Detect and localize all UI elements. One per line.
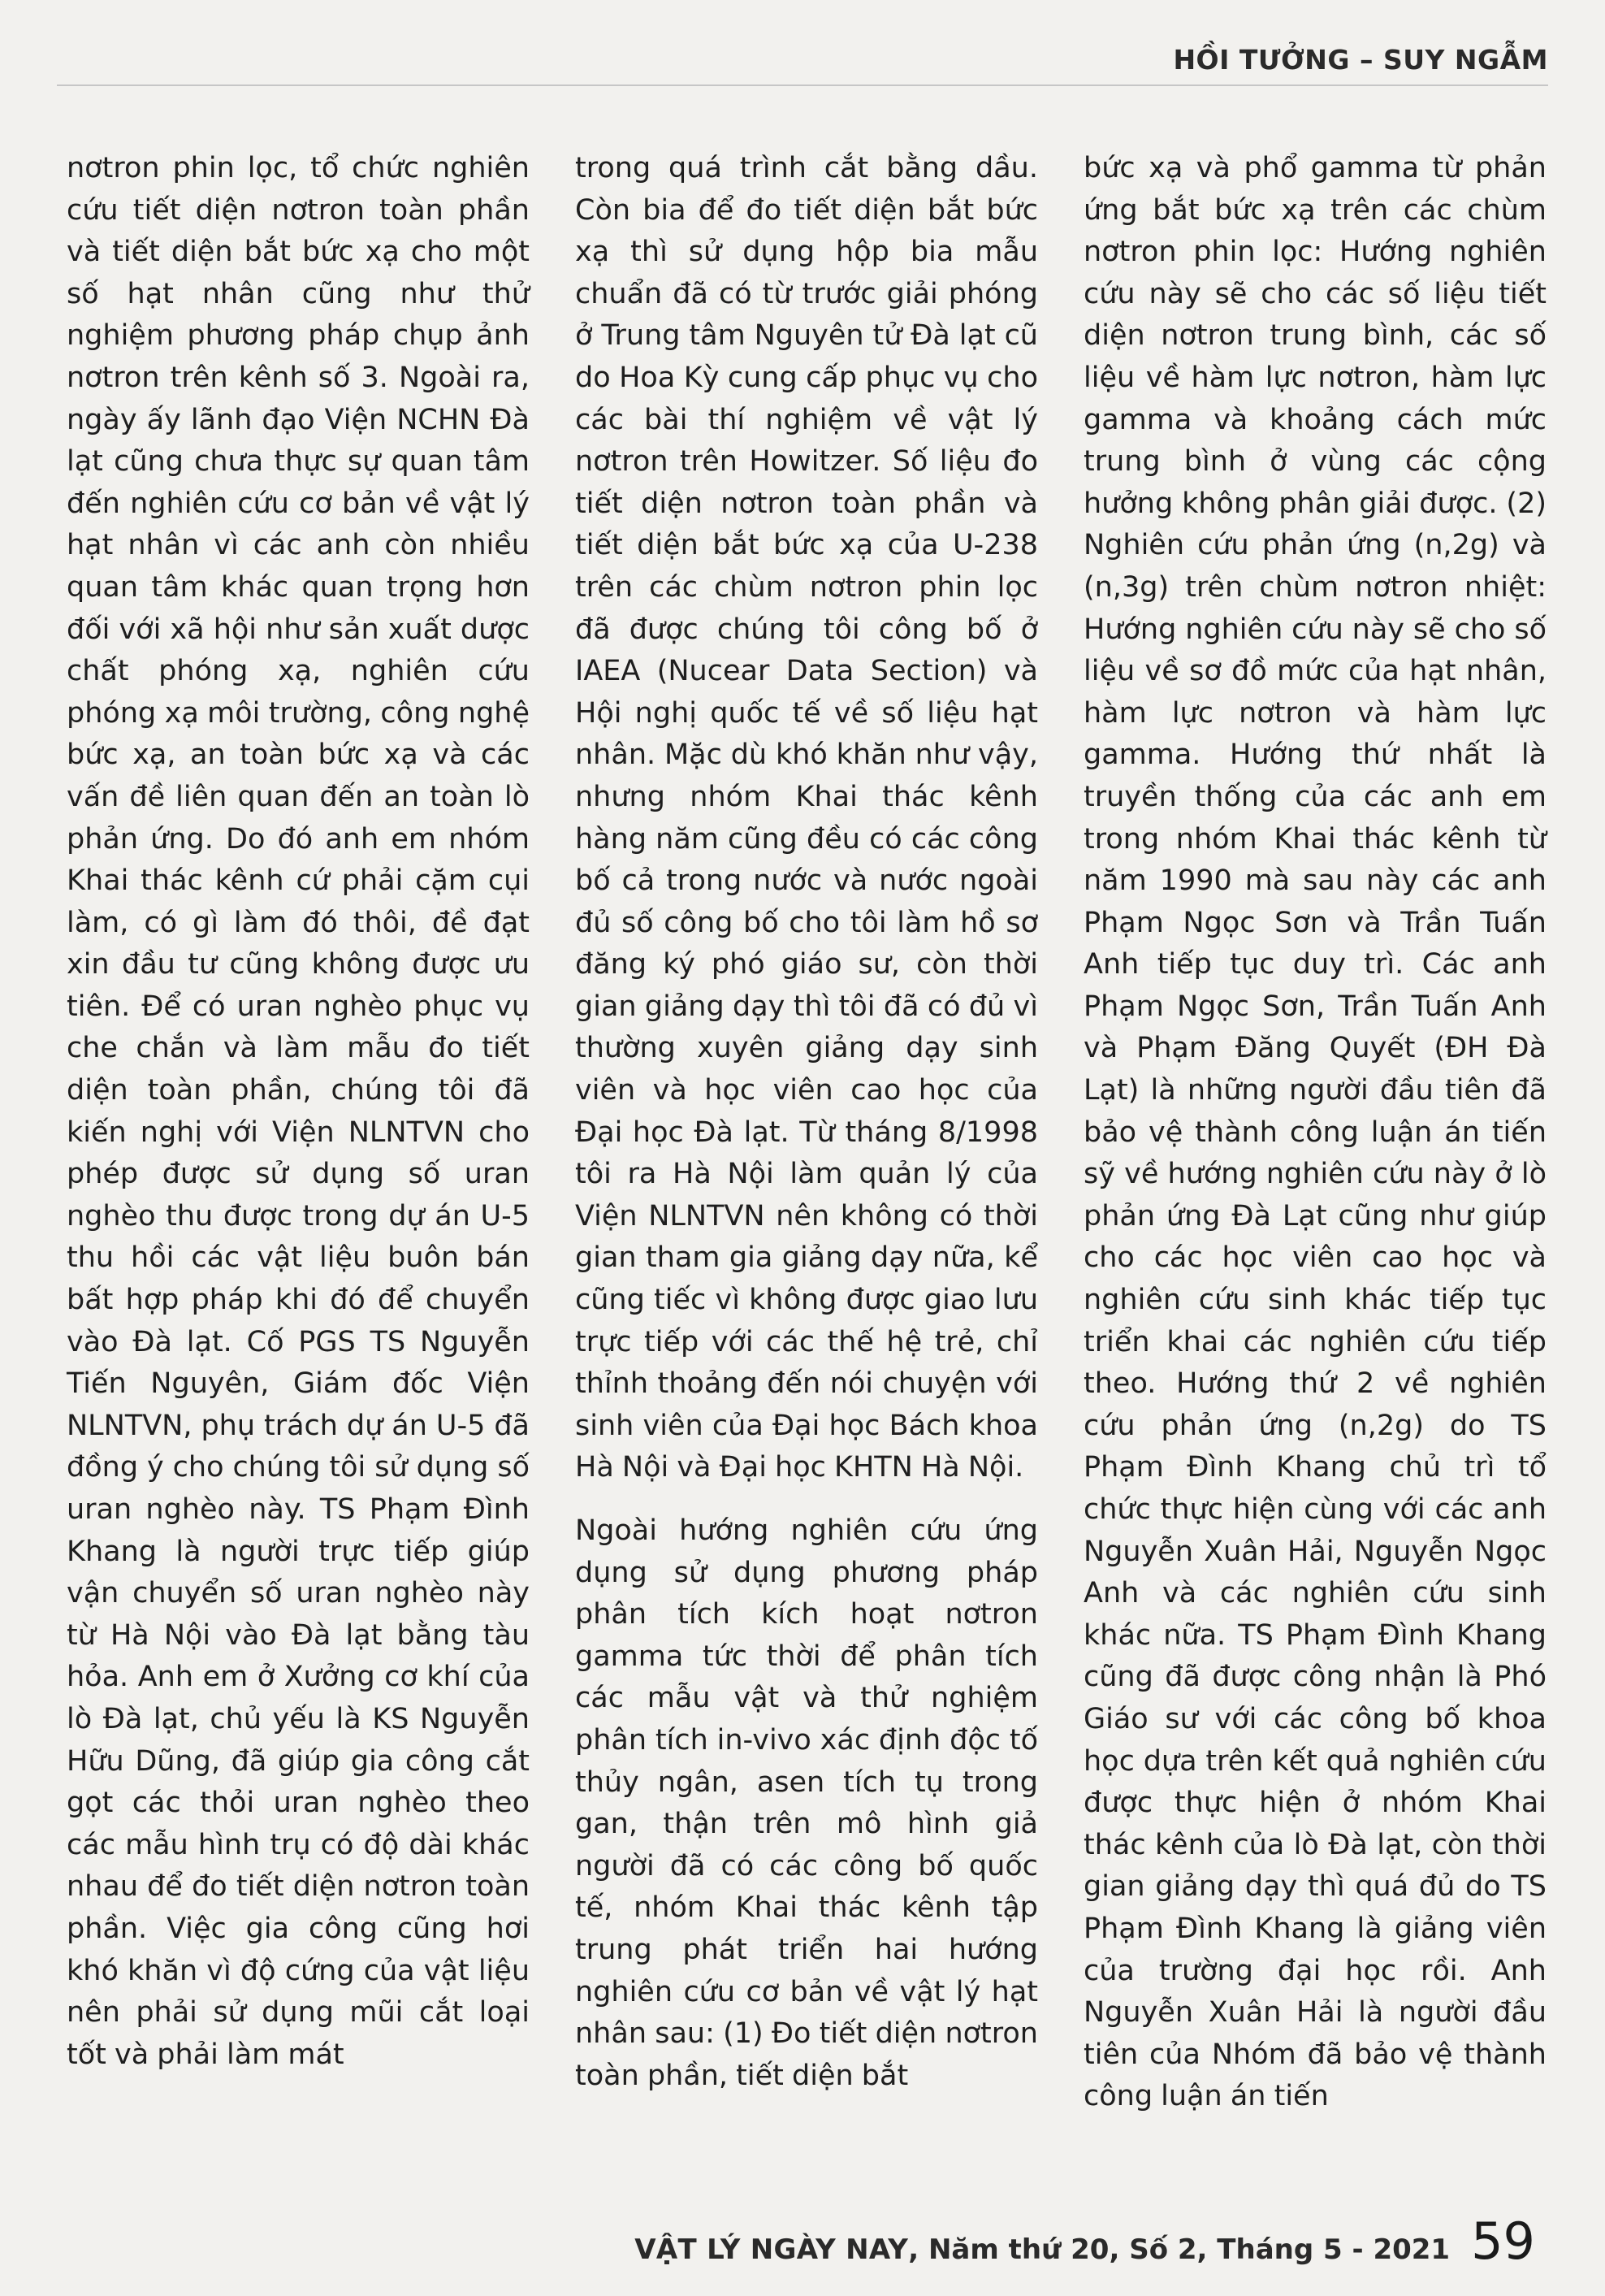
section-header: HỒI TƯỞNG – SUY NGẪM [1173,44,1548,76]
page-footer [634,2212,1535,2271]
paragraph: Ngoài hướng nghiên cứu ứng dụng sử dụng phương pháp phân tích kích hoạt nơtron gamma tức thời để phân tích các mẫu vật và thử nghiệm phân tích in-vivo xác định độc tố thủy ngân, asen tích tụ trong gan, thận trên mô hình giả người đã có các công bố quốc tế, nhóm Khai thác kênh tập trung phát triển hai hướng nghiên cứu cơ bản về vật lý hạt nhân sau: (1) Đo tiết diện nơtron toàn phần, tiết diện bắt [575,1514,1038,2092]
text-column-1 [67,148,530,2118]
issue-info: , Năm thứ 20, Số 2, Tháng 5 - 2021 [908,2233,1451,2266]
text-column-2 [575,148,1038,2118]
article-body [67,148,1547,2118]
paragraph: nơtron phin lọc, tổ chức nghiên cứu tiết diện nơtron toàn phần và tiết diện bắt bức xạ cho một số hạt nhân cũng như thử nghiệm phương pháp chụp ảnh nơtron trên kênh số 3. Ngoài ra, ngày ấy lãnh đạo Viện NCHN Đà lạt cũng chưa thực sự quan tâm đến nghiên cứu cơ bản về vật lý hạt nhân vì các anh còn nhiều quan tâm khác quan trọng hơn đối với xã hội như sản xuất dược chất phóng xạ, nghiên cứu phóng xạ môi trường, công nghệ bức xạ, an toàn bức xạ và các vấn đề liên quan đến an toàn lò phản ứng. Do đó anh em nhóm Khai thác kênh cứ phải cặm cụi làm, có gì làm đó thôi, đề đạt xin đầu tư cũng không được ưu tiên. Để có uran nghèo phục vụ che chắn và làm mẫu đo tiết diện toàn phần, chúng tôi đã kiến nghị với Viện NLNTVN cho phép được sử dụng số uran nghèo thu được trong dự án U-5 thu hồi các vật liệu buôn bán bất hợp pháp khi đó để chuyển vào Đà lạt. Cố PGS TS Nguyễn Tiến Nguyên, Giám đốc Viện NLNTVN, phụ trách dự án U-5 đã đồng ý cho chúng tôi sử dụng số uran nghèo này. TS Phạm Đình Khang là người trực tiếp giúp vận chuyển số uran nghèo này từ Hà Nội vào Đà lạt bằng tàu hỏa. Anh em ở Xưởng cơ khí của lò Đà lạt, chủ yếu là KS Nguyễn Hữu Dũng, đã giúp gia công cắt gọt các thỏi uran nghèo theo các mẫu hình trụ có độ dài khác nhau để đo tiết diện nơtron toàn phần. Việc gia công cũng hơi khó khăn vì độ cứng của vật liệu nên phải sử dụng mũi cắt loại tốt và phải làm mát [67,152,530,2071]
text-column-3 [1084,148,1547,2118]
journal-name: VẬT LÝ NGÀY NAY [634,2233,909,2266]
page-number: 59 [1471,2212,1535,2271]
header-divider [57,84,1548,86]
paragraph: trong quá trình cắt bằng dầu. Còn bia để đo tiết diện bắt bức xạ thì sử dụng hộp bia mẫu chuẩn đã có từ trước giải phóng ở Trung tâm Nguyên tử Đà lạt cũ do Hoa Kỳ cung cấp phục vụ cho các bài thí nghiệm về vật lý nơtron trên Howitzer. Số liệu đo tiết diện nơtron toàn phần và tiết diện bắt bức xạ của U-238 trên các chùm nơtron phin lọc đã được chúng tôi công bố ở IAEA (Nucear Data Section) và Hội nghị quốc tế về số liệu hạt nhân. Mặc dù khó khăn như vậy, nhưng nhóm Khai thác kênh hàng năm cũng đều có các công bố cả trong nước và nước ngoài đủ số công bố cho tôi làm hồ sơ đăng ký phó giáo sư, còn thời gian giảng dạy thì tôi đã có đủ vì thường xuyên giảng dạy sinh viên và học viên cao học của Đại học Đà lạt. Từ tháng 8/1998 tôi ra Hà Nội làm quản lý của Viện NLNTVN nên không có thời gian tham gia giảng dạy nữa, kể cũng tiếc vì không được giao lưu trực tiếp với các thế hệ trẻ, chỉ thỉnh thoảng đến nói chuyện với sinh viên của Đại học Bách khoa Hà Nội và Đại học KHTN Hà Nội. [575,152,1038,1484]
paragraph: bức xạ và phổ gamma từ phản ứng bắt bức xạ trên các chùm nơtron phin lọc: Hướng nghiên cứu này sẽ cho các số liệu tiết diện nơtron trung bình, các số liệu về hàm lực nơtron, hàm lực gamma và khoảng cách mức trung bình ở vùng các cộng hưởng không phân giải được. (2) Nghiên cứu phản ứng (n,2g) và (n,3g) trên chùm nơtron nhiệt: Hướng nghiên cứu này sẽ cho số liệu về sơ đồ mức của hạt nhân, hàm lực nơtron và hàm lực gamma. Hướng thứ nhất là truyền thống của các anh em trong nhóm Khai thác kênh từ năm 1990 mà sau này các anh Phạm Ngọc Sơn và Trần Tuấn Anh tiếp tục duy trì. Các anh Phạm Ngọc Sơn, Trần Tuấn Anh và Phạm Đăng Quyết (ĐH Đà Lạt) là những người đầu tiên đã bảo vệ thành công luận án tiến sỹ về hướng nghiên cứu này ở lò phản ứng Đà Lạt cũng như giúp cho các học viên cao học và nghiên cứu sinh khác tiếp tục triển khai các nghiên cứu tiếp theo. Hướng thứ 2 về nghiên cứu phản ứng (n,2g) do TS Phạm Đình Khang chủ trì tổ chức thực hiện cùng với các anh Nguyễn Xuân Hải, Nguyễn Ngọc Anh và các nghiên cứu sinh khác nữa. TS Phạm Đình Khang cũng đã được công nhận là Phó Giáo sư với các công bố khoa học dựa trên kết quả nghiên cứu được thực hiện ở nhóm Khai thác kênh của lò Đà lạt, còn thời gian giảng dạy thì quá đủ do TS Phạm Đình Khang là giảng viên của trường đại học rồi. Anh Nguyễn Xuân Hải là người đầu tiên của Nhóm đã bảo vệ thành công luận án tiến [1084,152,1547,2113]
